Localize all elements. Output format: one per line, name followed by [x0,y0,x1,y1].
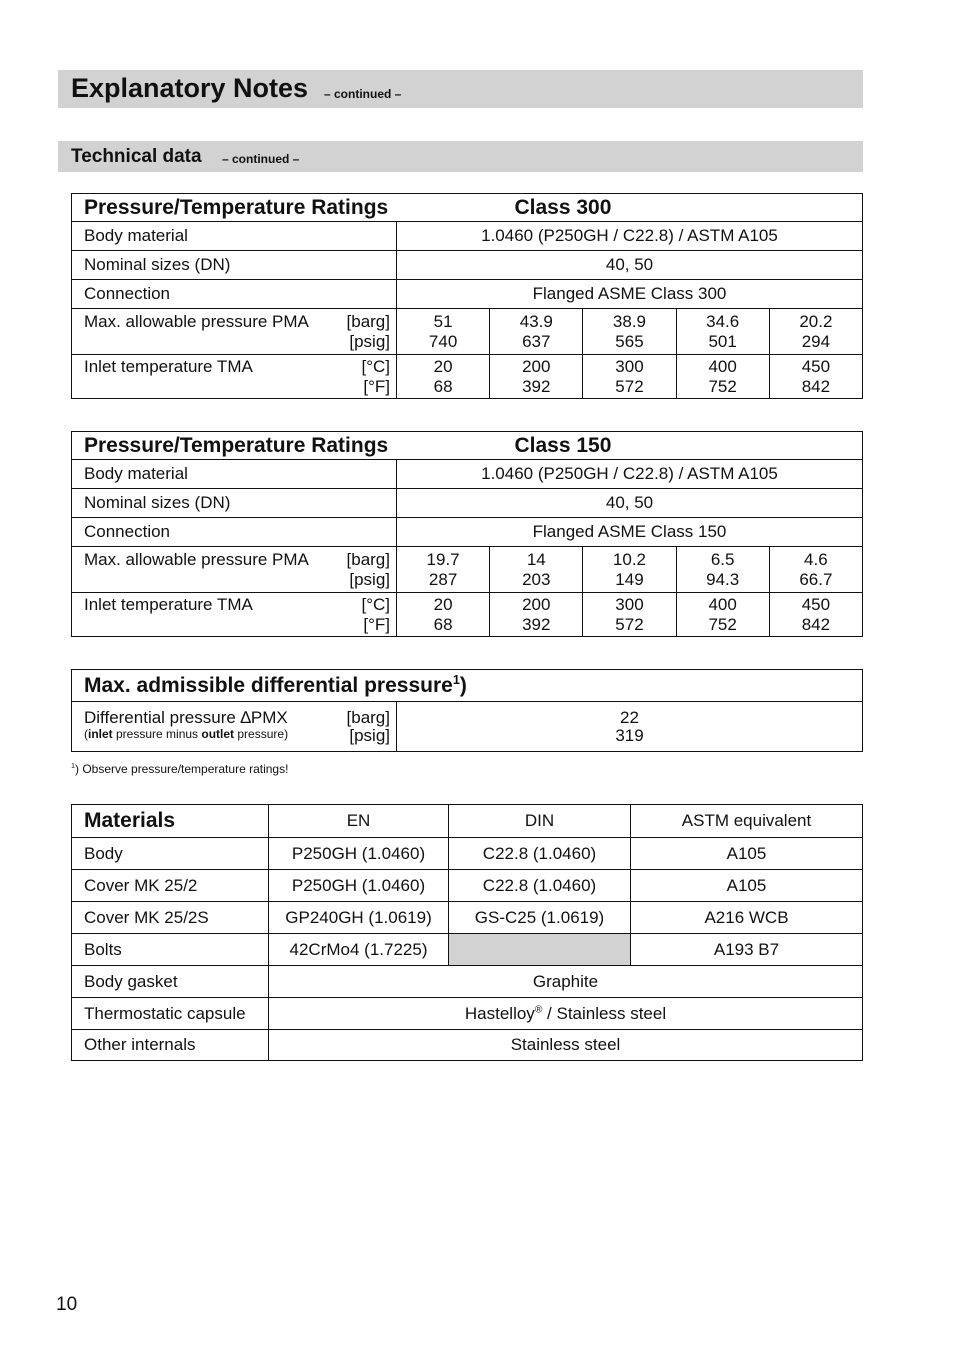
column-header-astm: ASTM equivalent [631,805,863,838]
pma-value: 14 203 [490,547,583,593]
internals-value: Stainless steel [269,1030,863,1061]
pma-units: [barg] [psig] [346,311,390,351]
pma-value: 4.6 66.7 [769,547,862,593]
table-row [72,870,863,902]
pma-value: 19.7 287 [397,547,490,593]
tma-label-cell [72,355,397,399]
material-en: P250GH (1.0460) [269,870,449,902]
ratings-table-class300 [71,193,863,399]
capsule-label: Thermostatic capsule [72,998,269,1030]
ratings-header [72,432,863,460]
page-title: Explanatory Notes [71,73,309,103]
differential-sublabel: (inlet pressure minus outlet pressure) [84,726,289,741]
ratings-header [72,194,863,222]
table-row [72,934,863,966]
tma-value: 20 68 [397,355,490,399]
pma-value: 38.9 565 [583,309,676,355]
ratings-title: Pressure/Temperature Ratings [84,195,389,219]
tma-label-cell [72,593,397,637]
tma-value: 200 392 [490,593,583,637]
material-part: Cover MK 25/2 [72,870,269,902]
pma-label: Max. allowable pressure PMA [84,311,309,331]
nominal-sizes-label: Nominal sizes (DN) [72,251,397,280]
pma-value: 20.2 294 [769,309,862,355]
material-din-empty [449,934,631,966]
pma-value: 43.9 637 [490,309,583,355]
body-material-label: Body material [72,460,397,489]
page-title-continued: – continued – [324,87,402,101]
differential-units: [barg] [psig] [346,707,390,745]
material-astm: A105 [631,838,863,870]
tma-value: 450 842 [769,593,862,637]
material-astm: A105 [631,870,863,902]
differential-header: Max. admissible differential pressure$^1$) [72,670,863,702]
body-material-label: Body material [72,222,397,251]
ratings-table-class150 [71,431,863,637]
tma-units: [°C] [°F] [361,594,390,634]
tma-value: 450 842 [769,355,862,399]
differential-pressure-table [71,669,863,752]
pma-value: 10.2 149 [583,547,676,593]
table-row [72,1030,863,1061]
gasket-label: Body gasket [72,966,269,998]
section-title: Technical data [71,146,202,167]
tma-value: 200 392 [490,355,583,399]
material-din: GS-C25 (1.0619) [449,902,631,934]
tma-value: 400 752 [676,593,769,637]
column-header-en: EN [269,805,449,838]
tma-label: Inlet temperature TMA [84,594,253,614]
differential-label-cell [72,702,397,752]
material-part: Body [72,838,269,870]
gasket-value: Graphite [269,966,863,998]
connection-value: Flanged ASME Class 150 [397,518,863,547]
nominal-sizes-value: 40, 50 [397,251,863,280]
nominal-sizes-value: 40, 50 [397,489,863,518]
material-din: C22.8 (1.0460) [449,870,631,902]
material-en: P250GH (1.0460) [269,838,449,870]
body-material-value: 1.0460 (P250GH / C22.8) / ASTM A105 [397,460,863,489]
pma-value: 6.5 94.3 [676,547,769,593]
tma-value: 300 572 [583,355,676,399]
column-header-din: DIN [449,805,631,838]
body-material-value: 1.0460 (P250GH / C22.8) / ASTM A105 [397,222,863,251]
tma-units: [°C] [°F] [361,356,390,396]
differential-title: Max. admissible differential pressure [84,674,453,697]
table-row [72,838,863,870]
tma-label: Inlet temperature TMA [84,356,253,376]
materials-title: Materials [72,805,269,838]
pma-value: 34.6 501 [676,309,769,355]
table-row [72,998,863,1030]
connection-label: Connection [72,518,397,547]
class-label: Class 150 [514,433,612,457]
section-title-continued: – continued – [222,152,300,166]
differential-label: Differential pressure ∆PMX [84,707,288,727]
material-en: GP240GH (1.0619) [269,902,449,934]
tma-value: 20 68 [397,593,490,637]
connection-value: Flanged ASME Class 300 [397,280,863,309]
material-en: 42CrMo4 (1.7225) [269,934,449,966]
material-astm: A216 WCB [631,902,863,934]
header-band [58,70,863,108]
class-label: Class 300 [514,195,612,219]
tma-value: 400 752 [676,355,769,399]
pma-units: [barg] [psig] [346,549,390,589]
pma-value: 51 740 [397,309,490,355]
connection-label: Connection [72,280,397,309]
internals-label: Other internals [72,1030,269,1061]
material-part: Cover MK 25/2S [72,902,269,934]
page-number: 10 [56,1294,78,1315]
material-part: Bolts [72,934,269,966]
pma-label-cell [72,547,397,593]
material-din: C22.8 (1.0460) [449,838,631,870]
tma-value: 300 572 [583,593,676,637]
materials-table [71,804,863,1061]
differential-value: 22 319 [397,702,863,752]
capsule-value: Hastelloy® / Stainless steel [269,998,863,1030]
section-band [58,141,863,172]
footnote: $^1$) Observe pressure/temperature ratings! [71,761,289,776]
pma-label-cell [72,309,397,355]
table-row [72,966,863,998]
ratings-title: Pressure/Temperature Ratings [84,433,389,457]
nominal-sizes-label: Nominal sizes (DN) [72,489,397,518]
pma-label: Max. allowable pressure PMA [84,549,309,569]
material-astm: A193 B7 [631,934,863,966]
table-row [72,902,863,934]
